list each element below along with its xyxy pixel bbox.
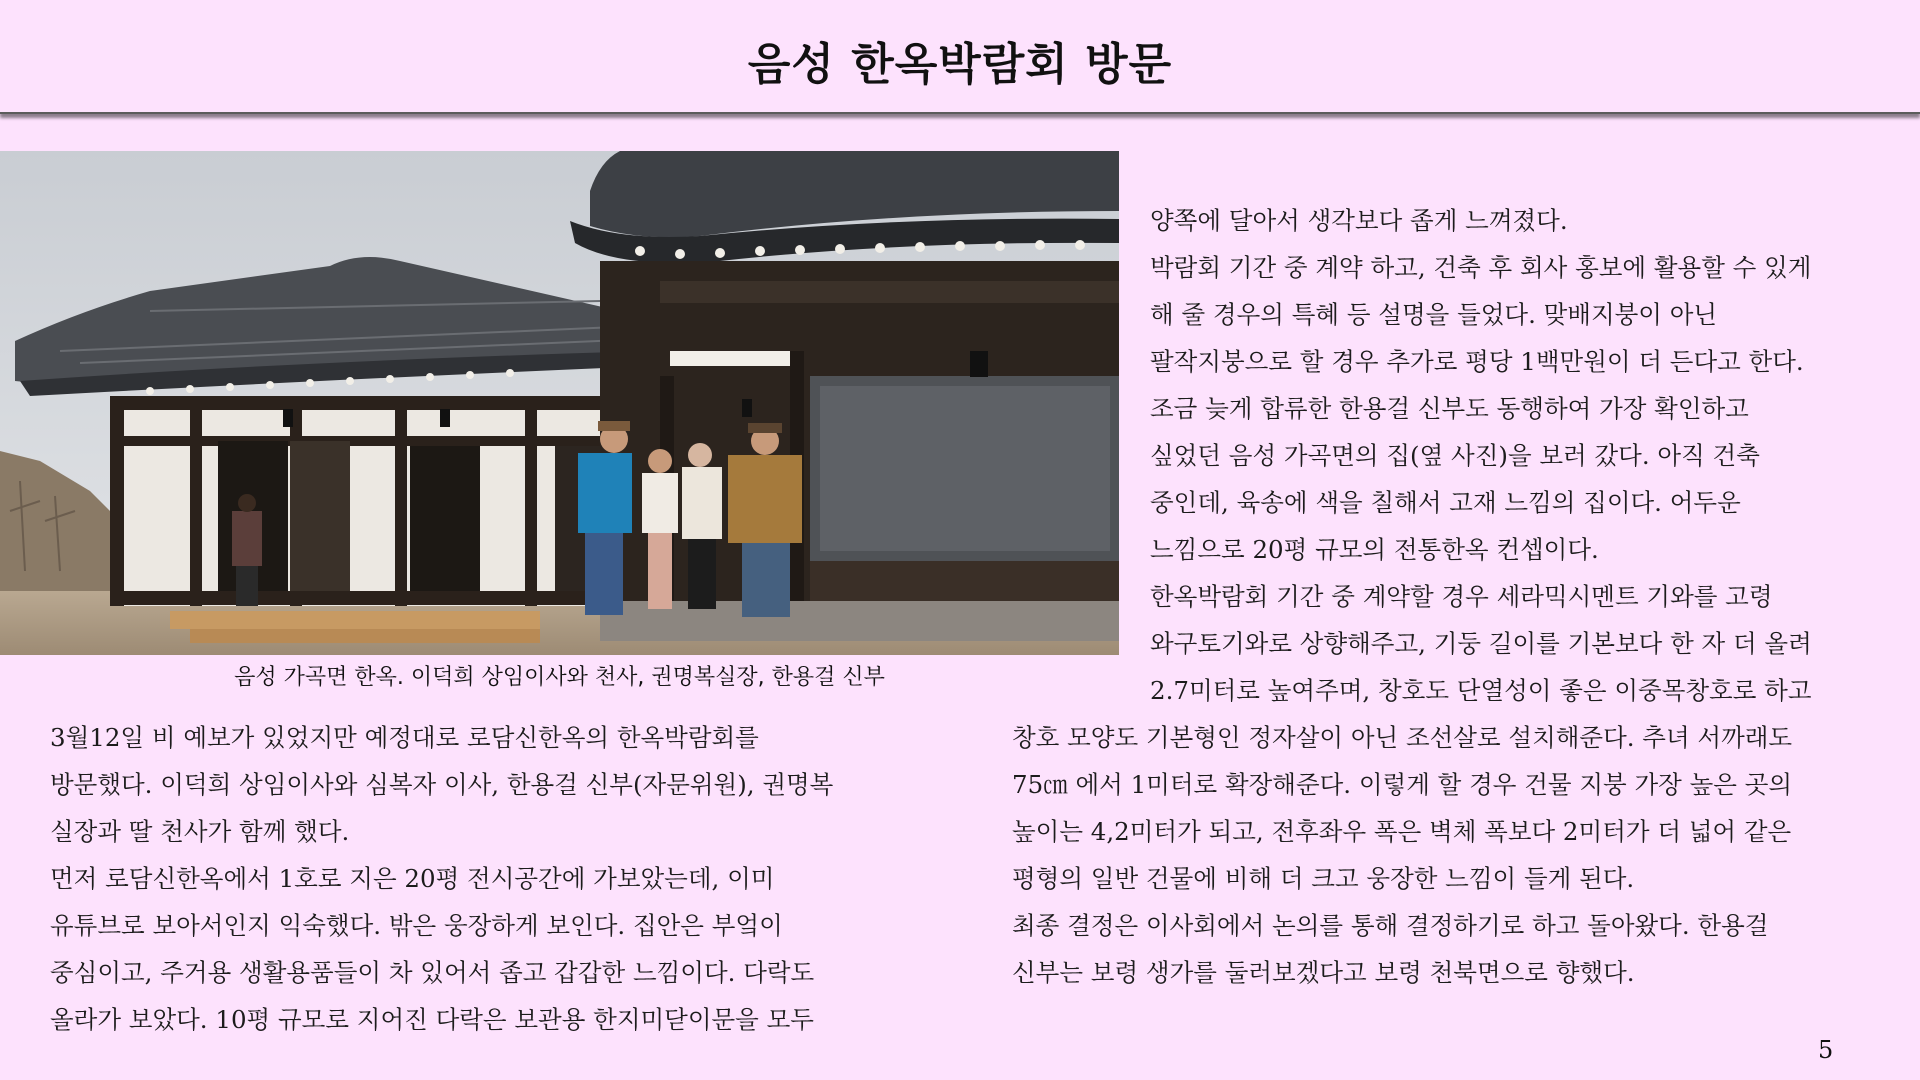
paragraph-line: 최종 결정은 이사회에서 논의를 통해 결정하기로 하고 돌아왔다. 한용걸 [1012,911,1769,940]
paragraph-line: 해 줄 경우의 특혜 등 설명을 들었다. 맞배지붕이 아닌 [1150,300,1718,329]
paragraph-line: 중인데, 육송에 색을 칠해서 고재 느낌의 집이다. 어두운 [1150,488,1741,517]
page-number: 5 [1818,1036,1834,1064]
header-bar [0,0,1920,114]
paragraph-line: 느낌으로 20평 규모의 전통한옥 컨셉이다. [1150,535,1599,564]
hanok-photo [0,151,1119,655]
paragraph-line: 창호 모양도 기본형인 정자살이 아닌 조선살로 설치해준다. 추녀 서까래도 [1012,723,1793,752]
paragraph-line: 75㎝ 에서 1미터로 확장해준다. 이렇게 할 경우 건물 지붕 가장 높은 곳의 [1012,770,1793,799]
paragraph-line: 와구토기와로 상향해주고, 기둥 길이를 기본보다 한 자 더 올려 [1150,629,1812,658]
paragraph-line: 신부는 보령 생가를 둘러보겠다고 보령 천북면으로 향했다. [1012,958,1635,987]
page-title: 음성 한옥박람회 방문 [747,39,1173,90]
paragraph-line: 양쪽에 달아서 생각보다 좁게 느껴졌다. [1150,206,1568,235]
paragraph-line: 올라가 보았다. 10평 규모로 지어진 다락은 보관용 한지미닫이문을 모두 [50,1005,814,1034]
article-right-top [1150,197,1812,714]
article-right-bottom [1012,714,1792,996]
article-left-bottom [50,714,833,1043]
paragraph-line: 유튜브로 보아서인지 익숙했다. 밖은 웅장하게 보인다. 집안은 부엌이 [50,911,783,940]
paragraph-line: 방문했다. 이덕희 상임이사와 심복자 이사, 한용걸 신부(자문위원), 권명복 [50,770,834,799]
paragraph-line: 높이는 4,2미터가 되고, 전후좌우 폭은 벽체 폭보다 2미터가 더 넓어 같은 [1012,817,1792,846]
paragraph-line: 싶었던 음성 가곡면의 집(옆 사진)을 보러 갔다. 아직 건축 [1150,441,1760,470]
paragraph-line: 먼저 로담신한옥에서 1호로 지은 20평 전시공간에 가보았는데, 이미 [50,864,775,893]
paragraph-line: 박람회 기간 중 계약 하고, 건축 후 회사 홍보에 활용할 수 있게 [1150,253,1812,282]
paragraph-line: 실장과 딸 천사가 함께 했다. [50,817,350,846]
paragraph-line: 중심이고, 주거용 생활용품들이 차 있어서 좁고 갑갑한 느낌이다. 다락도 [50,958,815,987]
paragraph-line: 한옥박람회 기간 중 계약할 경우 세라믹시멘트 기와를 고령 [1150,582,1773,611]
photo-caption: 음성 가곡면 한옥. 이덕희 상임이사와 천사, 권명복실장, 한용걸 신부 [234,665,885,690]
paragraph-line: 2.7미터로 높여주며, 창호도 단열성이 좋은 이중목창호로 하고 [1150,676,1812,705]
paragraph-line: 조금 늦게 합류한 한용걸 신부도 동행하여 가장 확인하고 [1150,394,1749,423]
paragraph-line: 평형의 일반 건물에 비해 더 크고 웅장한 느낌이 들게 된다. [1012,864,1635,893]
paragraph-line: 3월12일 비 예보가 있었지만 예정대로 로담신한옥의 한옥박람회를 [50,723,759,752]
paragraph-line: 팔작지붕으로 할 경우 추가로 평당 1백만원이 더 든다고 한다. [1150,347,1804,376]
